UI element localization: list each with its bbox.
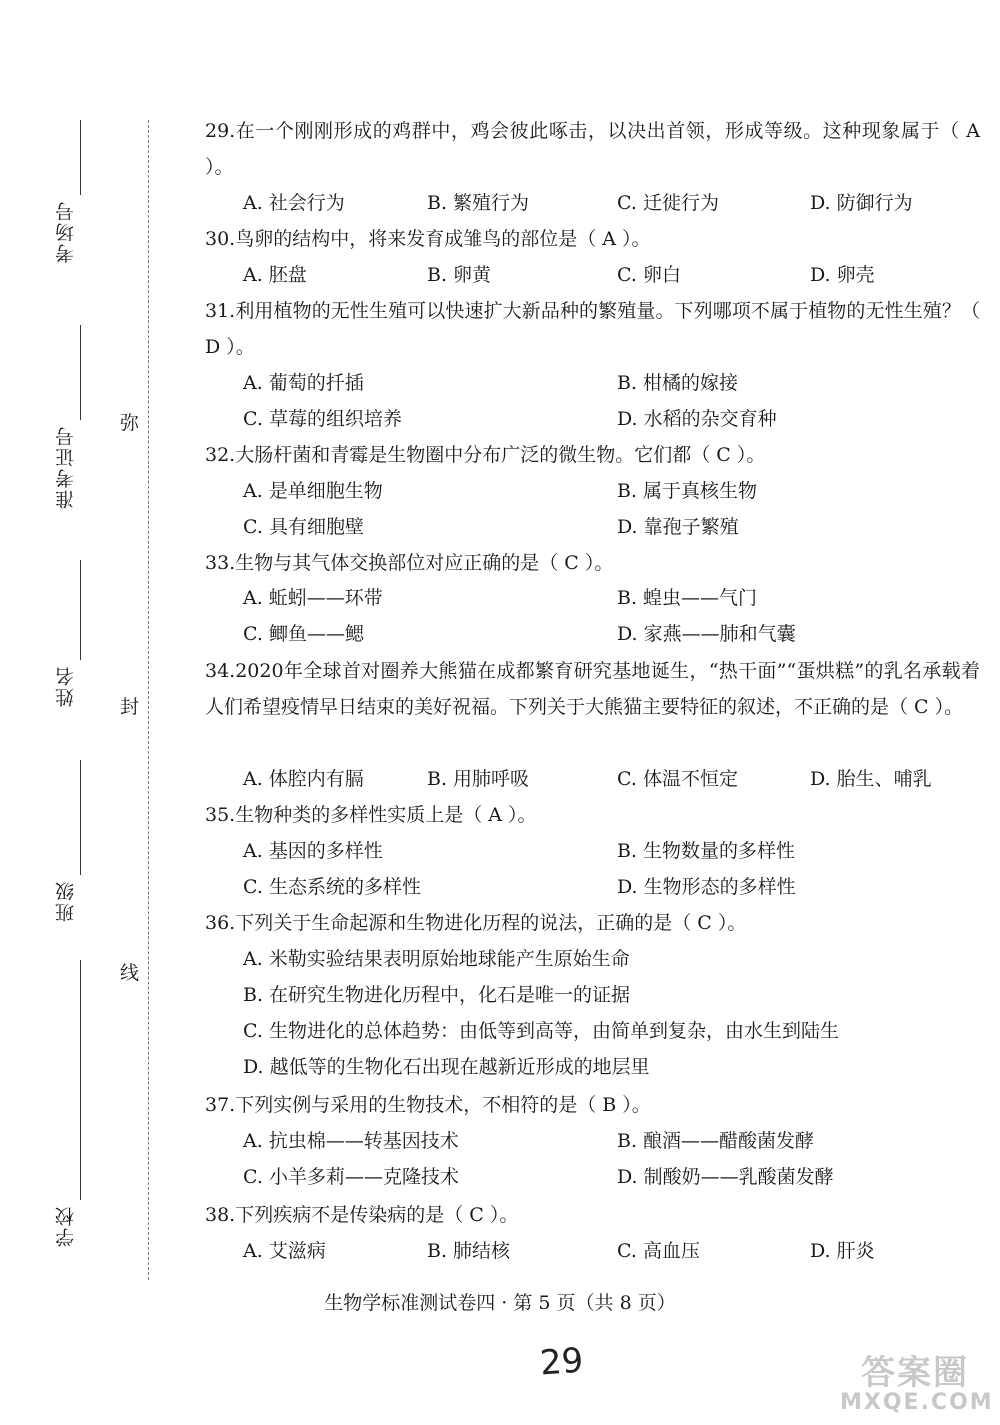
question-33: [205, 545, 980, 581]
question-number: 33.: [205, 552, 236, 574]
option-b: B. 柑橘的嫁接: [617, 372, 739, 394]
question-29: [205, 113, 980, 185]
watermark-logo: [840, 1345, 994, 1415]
option-c: C. 生物进化的总体趋势：由低等到高等，由简单到复杂，由水生到陆生: [243, 1020, 839, 1042]
name-label: 姓名: [55, 665, 77, 707]
option-c: C. 体温不恒定: [617, 768, 738, 790]
option-b: B. 肺结核: [427, 1240, 511, 1262]
watermark-title: 答案圈: [861, 1353, 969, 1393]
question-31: [205, 293, 980, 365]
question-number: 31.: [205, 300, 236, 322]
option-b: B. 繁殖行为: [427, 192, 530, 214]
class-line: [80, 760, 81, 875]
watermark-url: MXQE.COM: [840, 1390, 994, 1415]
seal-dashed-line: [148, 120, 149, 1280]
option-b: B. 卵黄: [427, 264, 492, 286]
question-stem: 大肠杆菌和青霉是生物圈中分布广泛的微生物。它们都（ C ）。: [235, 444, 766, 466]
name-line: [80, 560, 81, 660]
question-number: 34.: [205, 660, 236, 682]
option-c: C. 具有细胞壁: [243, 516, 364, 538]
option-d: D. 卵壳: [810, 264, 875, 286]
question-stem: 下列关于生命起源和生物进化历程的说法，正确的是（ C ）。: [235, 912, 747, 934]
question-35: [205, 797, 980, 833]
seal-char-feng: 封: [120, 696, 140, 718]
option-d: D. 肝炎: [810, 1240, 875, 1262]
question-number: 36.: [205, 912, 236, 934]
question-38: [205, 1197, 980, 1233]
handwritten-page-number: 29: [538, 1340, 585, 1384]
option-b: B. 用肺呼吸: [427, 768, 530, 790]
page-footer: 生物学标准测试卷四 · 第 5 页（共 8 页）: [324, 1292, 676, 1314]
option-b: B. 属于真核生物: [617, 480, 758, 502]
option-a: A. 是单细胞生物: [243, 480, 383, 502]
seal-char-xian: 线: [120, 962, 140, 984]
option-a: A. 社会行为: [243, 192, 345, 214]
option-d: D. 靠孢子繁殖: [617, 516, 739, 538]
question-number: 37.: [205, 1094, 236, 1116]
option-d: D. 家燕——肺和气囊: [617, 623, 796, 645]
option-b: B. 蝗虫——气门: [617, 587, 758, 609]
option-a: A. 体腔内有膈: [243, 768, 364, 790]
option-c: C. 鲫鱼——鳃: [243, 623, 364, 645]
option-a: A. 米勒实验结果表明原始地球能产生原始生命: [243, 948, 630, 970]
admission-number-line: [80, 325, 81, 420]
question-number: 29.: [205, 120, 236, 142]
option-c: C. 小羊多莉——克隆技术: [243, 1166, 459, 1188]
question-number: 38.: [205, 1204, 236, 1226]
question-number: 35.: [205, 804, 236, 826]
question-37: [205, 1087, 980, 1123]
question-stem: 下列疾病不是传染病的是（ C ）。: [235, 1204, 519, 1226]
option-d: D. 防御行为: [810, 192, 913, 214]
question-number: 30.: [205, 228, 236, 250]
option-c: C. 高血压: [617, 1240, 700, 1262]
option-a: A. 抗虫棉——转基因技术: [243, 1130, 459, 1152]
option-d: D. 越低等的生物化石出现在越新近形成的地层里: [243, 1056, 650, 1078]
question-34: [205, 653, 980, 725]
seal-char-mi: 弥: [120, 412, 140, 434]
admission-number-label: 准考证号: [55, 425, 77, 509]
option-c: C. 卵白: [617, 264, 681, 286]
option-a: A. 蚯蚓——环带: [243, 587, 383, 609]
option-a: A. 葡萄的扦插: [243, 372, 364, 394]
option-a: A. 艾滋病: [243, 1240, 326, 1262]
option-d: D. 生物形态的多样性: [617, 876, 796, 898]
exam-room-line: [80, 120, 81, 195]
question-stem: 在一个刚刚形成的鸡群中，鸡会彼此啄击，以决出首领，形成等级。这种现象属于（ A ）。: [205, 120, 980, 178]
question-36: [205, 905, 980, 941]
question-stem: 下列实例与采用的生物技术，不相符的是（ B ）。: [235, 1094, 651, 1116]
exam-room-label: 考场号: [55, 200, 77, 263]
option-d: D. 水稻的杂交育种: [617, 408, 777, 430]
option-b: B. 酿酒——醋酸菌发酵: [617, 1130, 815, 1152]
question-number: 32.: [205, 444, 236, 466]
question-stem: 利用植物的无性生殖可以快速扩大新品种的繁殖量。下列哪项不属于植物的无性生殖？（ D ）。: [205, 300, 980, 358]
class-label: 班级: [55, 880, 77, 922]
option-b: B. 在研究生物进化历程中，化石是唯一的证据: [243, 984, 631, 1006]
question-30: [205, 221, 980, 257]
question-stem: 鸟卵的结构中，将来发育成雏鸟的部位是（ A ）。: [235, 228, 651, 250]
school-label: 学校: [55, 1205, 77, 1247]
school-line: [80, 960, 81, 1200]
option-a: A. 基因的多样性: [243, 840, 383, 862]
option-c: C. 草莓的组织培养: [243, 408, 402, 430]
option-c: C. 生态系统的多样性: [243, 876, 421, 898]
option-a: A. 胚盘: [243, 264, 307, 286]
question-32: [205, 437, 980, 473]
option-d: D. 胎生、哺乳: [810, 768, 932, 790]
question-stem: 生物种类的多样性实质上是（ A ）。: [235, 804, 537, 826]
option-d: D. 制酸奶——乳酸菌发酵: [617, 1166, 834, 1188]
question-stem: 生物与其气体交换部位对应正确的是（ C ）。: [235, 552, 614, 574]
question-stem: 2020年全球首对圈养大熊猫在成都繁育研究基地诞生，“热干面”“蛋烘糕”的乳名承载着人们希望疫情早日结束的美好祝福。下列关于大熊猫主要特征的叙述，不正确的是（ C ）。: [205, 660, 980, 718]
option-c: C. 迁徙行为: [617, 192, 719, 214]
option-b: B. 生物数量的多样性: [617, 840, 796, 862]
